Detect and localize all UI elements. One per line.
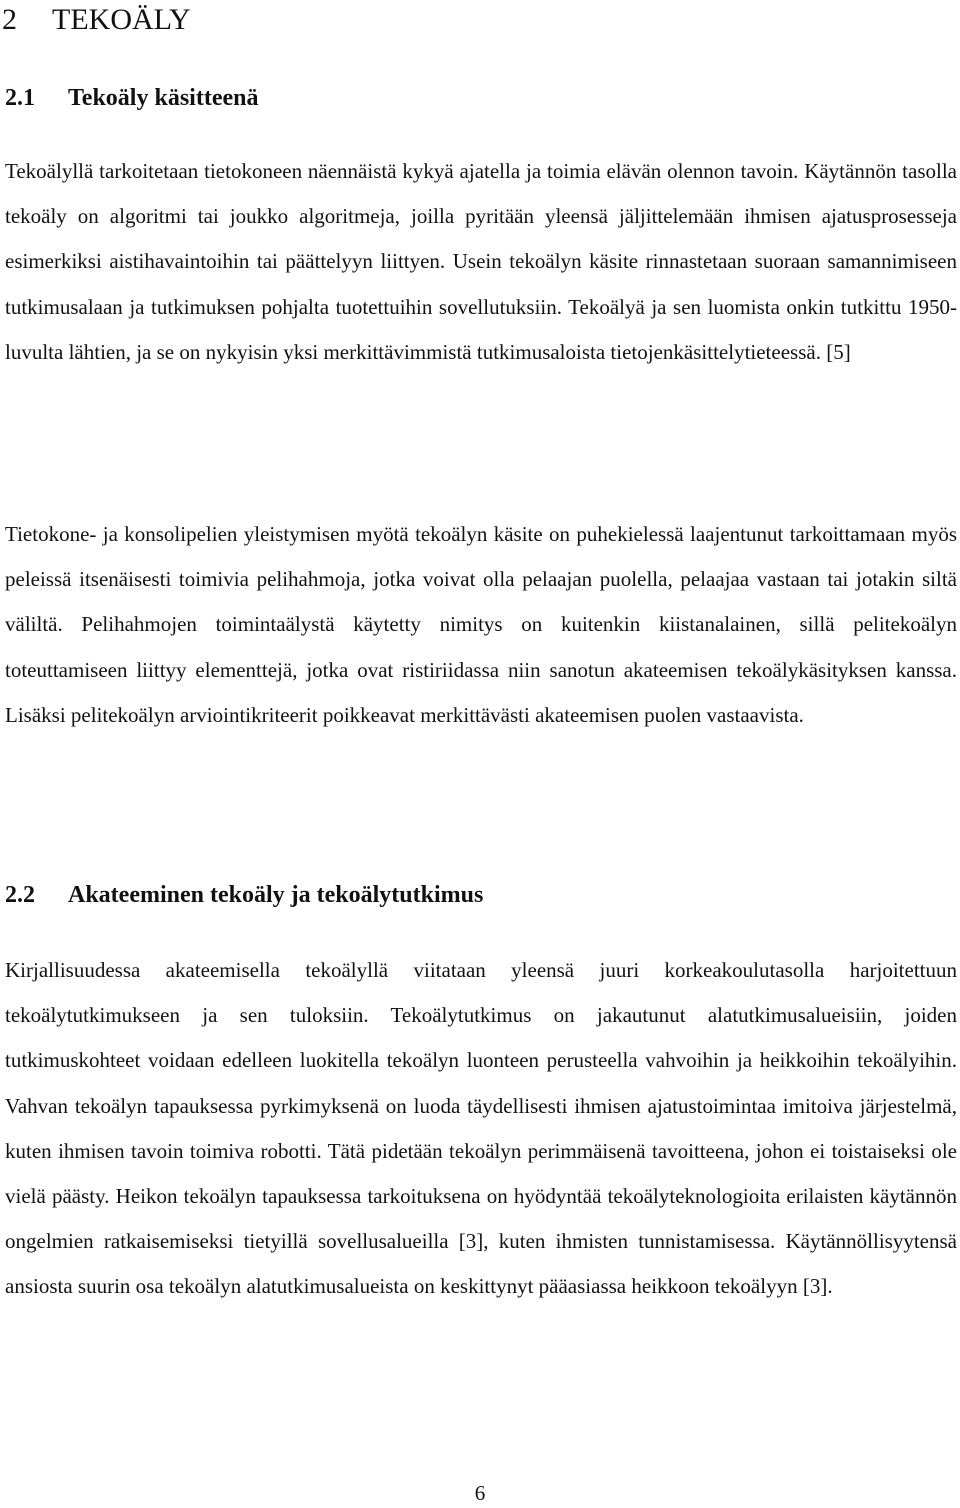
chapter-number: 2 xyxy=(2,3,17,36)
section-number: 2.1 xyxy=(5,85,35,111)
section-title: Tekoäly käsitteenä xyxy=(68,85,259,111)
paragraph: Tekoälyllä tarkoitetaan tietokoneen näennäistä kykyä ajatella ja toimia elävän olennon tavoin. Käytännön tasolla tekoäly on algoritmi tai joukko algoritmeja, joilla pyritään yleensä jäljittelemään ihmisen ajatusprosesseja esimerkiksi aistihavaintoihin tai päättelyyn liittyen. Usein tekoälyn käsite rinnastetaan suoraan samannimiseen tutkimusalaan ja tutkimuksen pohjalta tuotettuihin sovellutuksiin. Tekoälyä ja sen luomista onkin tutkittu 1950-luvulta lähtien, ja se on nykyisin yksi merkittävimmistä tutkimusaloista tietojenkäsittelytieteessä. [5] xyxy=(5,159,957,364)
page-number: 6 xyxy=(474,1481,486,1505)
section-heading-2-2 xyxy=(5,879,483,911)
paragraph: Kirjallisuudessa akateemisella tekoälyllä viitataan yleensä juuri korkeakoulutasolla harjoitettuun tekoälytutkimukseen ja sen tuloksiin. Tekoälytutkimus on jakautunut alatutkimusalueisiin, joiden tutkimuskohteet voidaan edelleen luokitella tekoälyn luonteen perusteella vahvoihin ja heikkoihin tekoälyihin. Vahvan tekoälyn tapauksessa pyrkimyksenä on luoda täydellisesti ihmisen ajatustoimintaa imitoiva järjestelmä, kuten ihmisen tavoin toimiva robotti. Tätä pidetään tekoälyn perimmäisenä tavoitteena, johon ei toistaiseksi ole vielä päästy. Heikon tekoälyn tapauksessa tarkoituksena on hyödyntää tekoälyteknologioita erilaisten käytännön ongelmien ratkaisemiseksi tietyillä sovellusalueilla [3], kuten ihmisten tunnistamisessa. Käytännöllisyytensä ansiosta suurin osa tekoälyn alatutkimusalueista on keskittynyt pääasiassa heikkoon tekoälyyn [3]. xyxy=(5,958,957,1299)
chapter-heading xyxy=(2,0,191,40)
paragraph: Tietokone- ja konsolipelien yleistymisen myötä tekoälyn käsite on puhekielessä laajentunut tarkoittamaan myös peleissä itsenäisesti toimivia pelihahmoja, jotka voivat olla pelaajan puolella, pelaajaa vastaan tai jotakin siltä väliltä. Pelihahmojen toimintaälystä käytetty nimitys on kuitenkin kiistanalainen, sillä pelitekoälyn toteuttamiseen liittyy elementtejä, jotka ovat ristiriidassa niin sanotun akateemisen tekoälykäsityksen kanssa. Lisäksi pelitekoälyn arviointikriteerit poikkeavat merkittävästi akateemisen puolen vastaavista. xyxy=(5,522,957,727)
chapter-title: TEKOÄLY xyxy=(52,3,191,36)
section-number: 2.2 xyxy=(5,882,35,908)
section-heading-2-1 xyxy=(5,82,258,114)
section-title: Akateeminen tekoäly ja tekoälytutkimus xyxy=(68,882,484,908)
